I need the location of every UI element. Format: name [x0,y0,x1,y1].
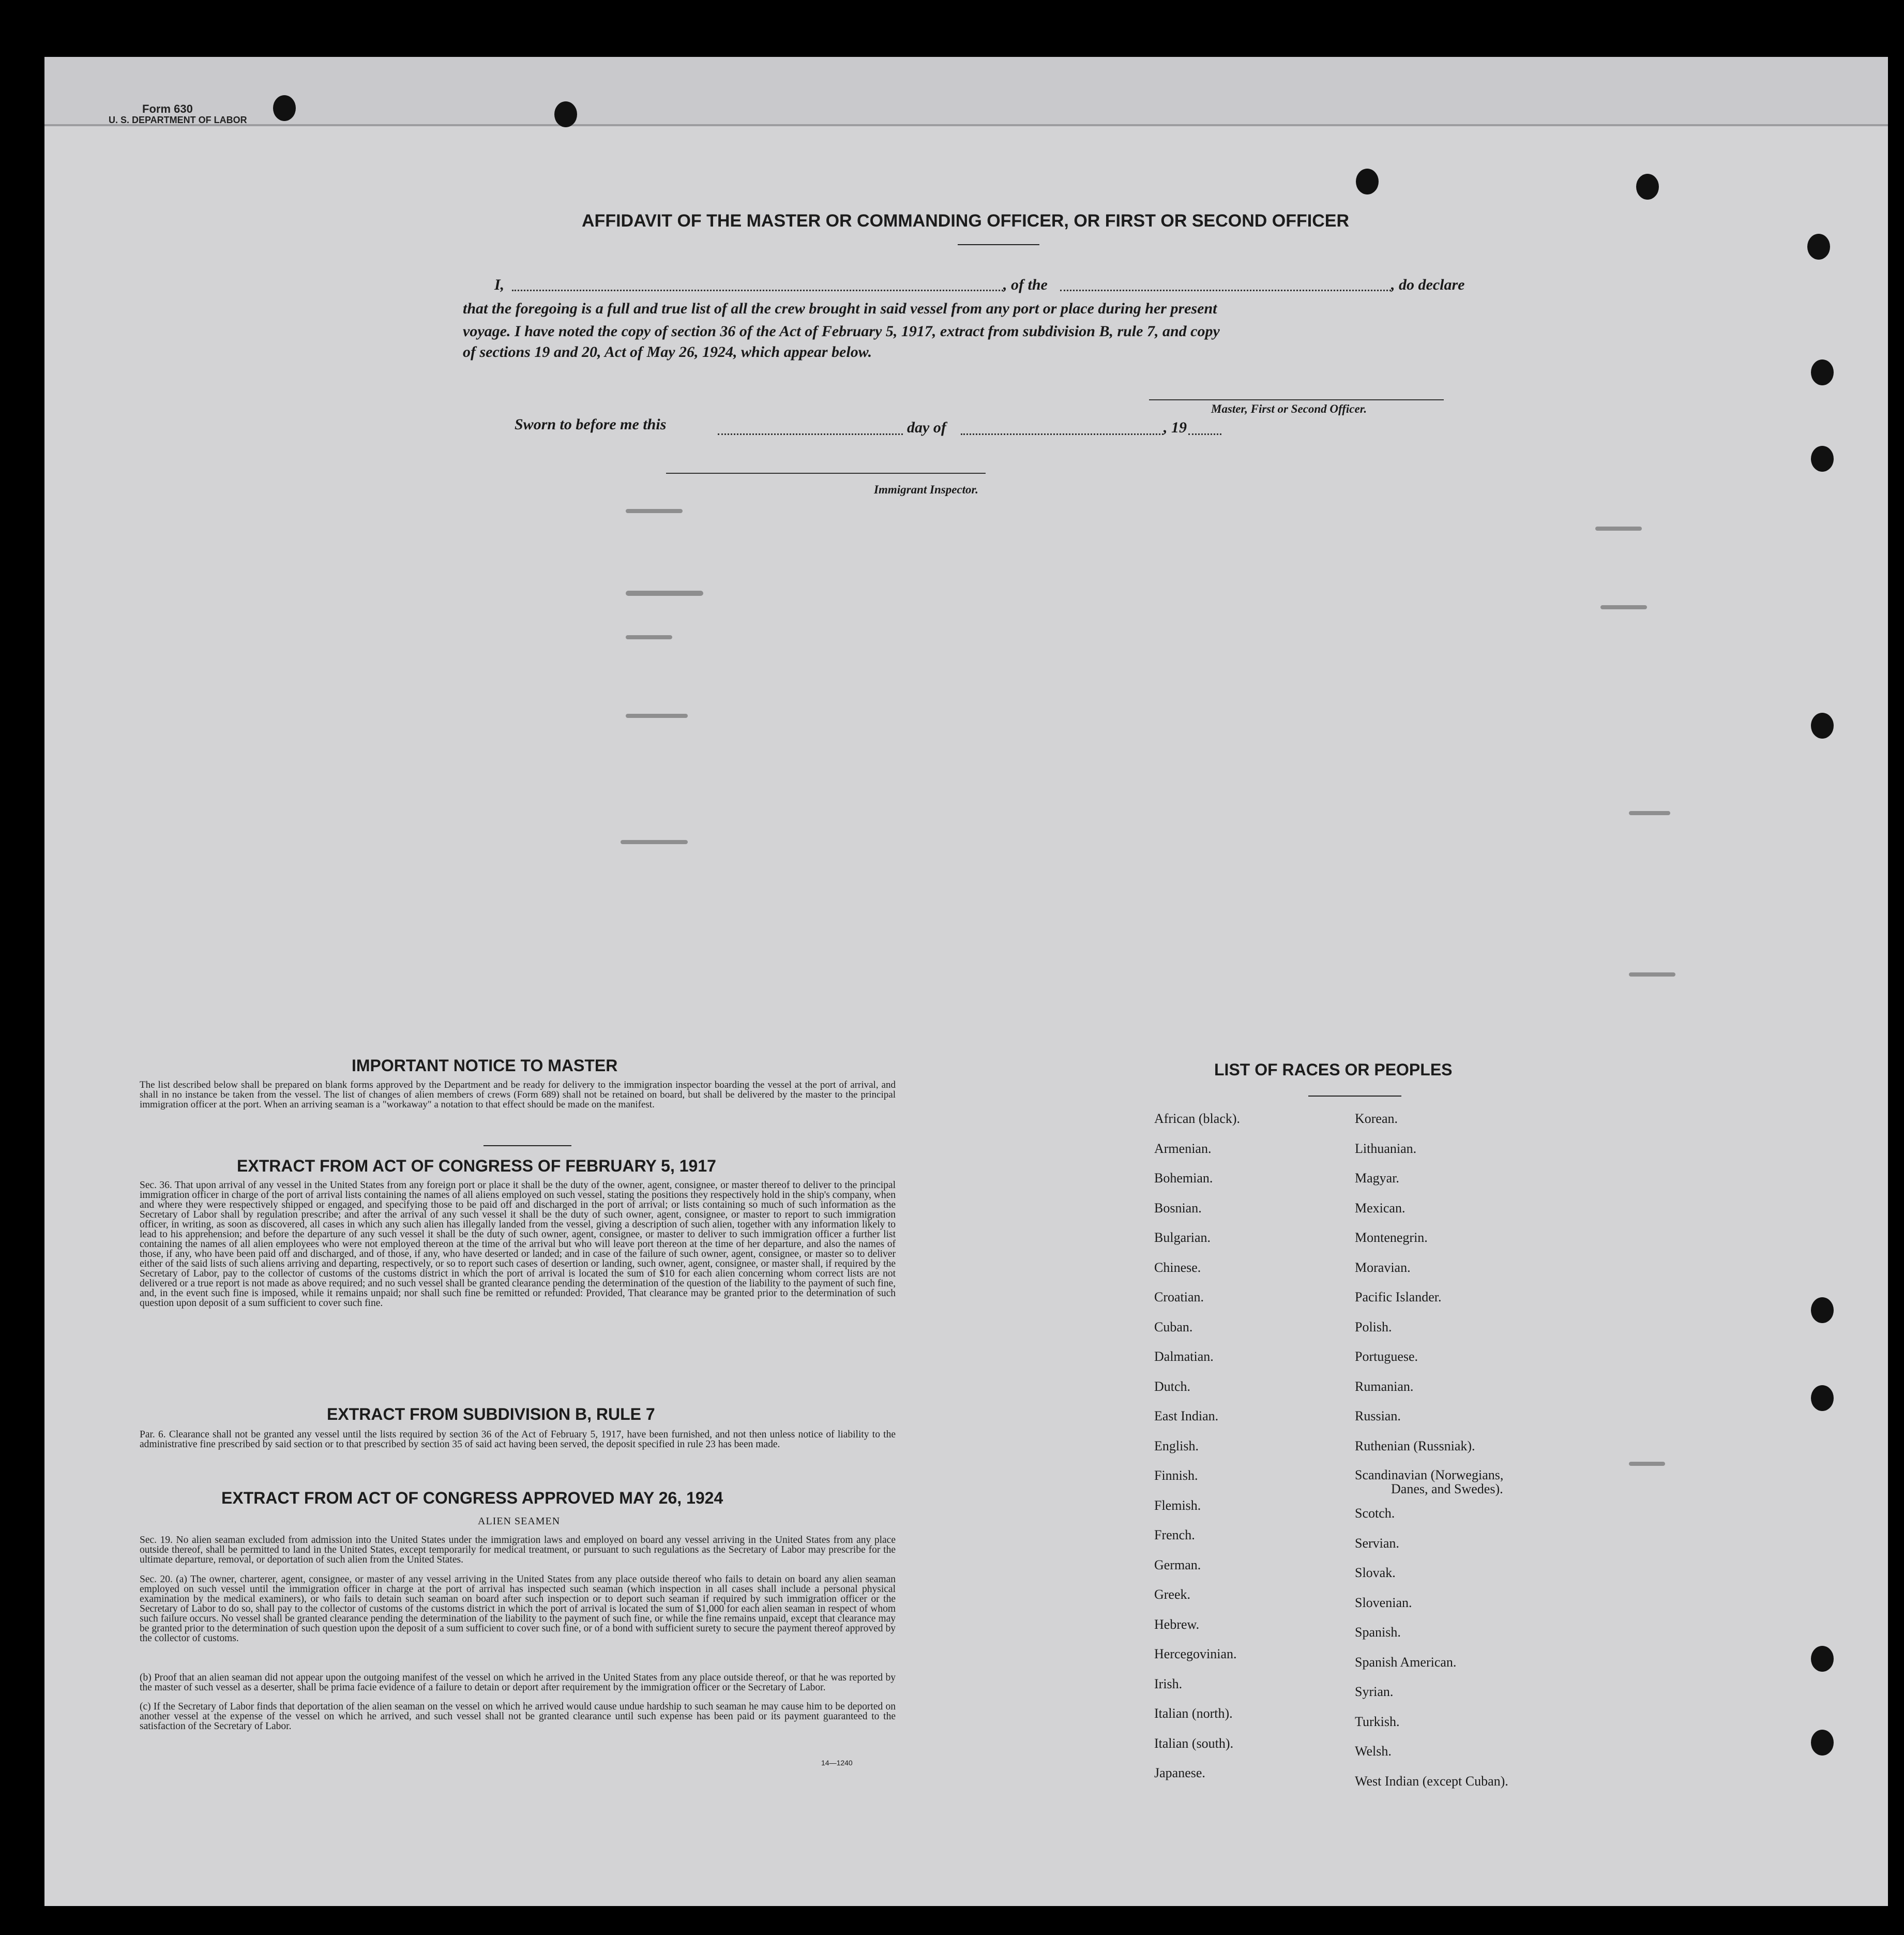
punch-hole [554,101,577,127]
race-item: French. [1154,1527,1195,1542]
officer-label: Master, First or Second Officer. [1211,402,1367,415]
print-code: 14—1240 [821,1759,853,1767]
officer-signature-line [1149,399,1444,400]
race-item: Rumanian. [1355,1378,1414,1394]
race-item: Flemish. [1154,1497,1201,1513]
race-item: Greek. [1154,1587,1191,1602]
race-item: Bohemian. [1154,1171,1213,1186]
sworn-year: , 19 [1163,419,1187,436]
bleed-mark [1595,527,1642,531]
race-item: Slovenian. [1355,1595,1412,1610]
race-item: Scotch. [1355,1506,1395,1521]
race-item: Russian. [1355,1408,1401,1423]
race-item: Moravian. [1355,1259,1411,1275]
department-label: U. S. DEPARTMENT OF LABOR [109,115,247,125]
punch-hole [1811,1297,1834,1323]
notice-rule [483,1145,571,1146]
race-item: Bulgarian. [1154,1230,1211,1245]
race-item: Japanese. [1154,1765,1205,1780]
race-item: Montenegrin. [1355,1230,1428,1245]
race-item: Servian. [1355,1535,1399,1551]
race-item: Irish. [1154,1676,1183,1691]
bleed-mark [626,509,683,513]
race-item: Welsh. [1355,1744,1392,1759]
sworn-year-blank [1188,433,1221,435]
extract-1917-text: Sec. 36. That upon arrival of any vessel in the United States from any foreign port or place it shall be the duty of the owner, agent, consignee, or master thereof to deliver to the principal immigration officer in charge of the port of arrival lists containing the names of all aliens employed on such vessel, stating the positions they respectively hold in the ship's company, when and where they were respectively shipped or engaged, and specifying those to be paid off and discharged in the port of arrival; or lists containing so much of such information as the Secretary of Labor shall by regulation prescribe; and after the arrival of any such vessel it shall be the duty of such owner, agent, consignee, or master to report to such immigration officer, in writing, as soon as discovered, all cases in which any such alien has illegally landed from the vessel, giving a description of such alien, together with any information likely to lead to his apprehension; and before the departure of any such vessel it shall be the duty of such owner, agent, consignee, or master to deliver to such immigration officer a further list containing the names of all alien employees who were not employed thereon at the time of the arrival but who will leave port thereon at the time of her departure, and also the names of those, if any, who have been paid off and discharged, and of those, if any, who have deserted or landed; and in case of the failure of such owner, agent, consignee, or master so to deliver either of the said lists of such aliens arriving and departing, respectively, or so to report such cases of desertion or landing, such owner, agent, consignee, or master shall, if required by the Secretary of Labor, pay to the collector of customs of the customs district in which the port of arrival is located the sum of $10 for each alien concerning whom correct lists are not delivered or a true report is not made as above required; and no such vessel shall be granted clearance pending the determination of the question of the liability to the payment of such fine, and, in the event such fine is imposed, while it remains unpaid; nor shall such fine be remitted or refunded: Provided, That clearance may be granted prior to the determination of such question upon deposit of a sum sufficient to cover such fine. [140,1180,896,1309]
bleed-mark [1629,811,1670,815]
races-left-column [1154,1104,1240,1788]
section-19-text: Sec. 19. No alien seaman excluded from admission into the United States under the immigration laws and employed on board any vessel arriving in the United States from any place outside thereof, shall be permitted to land in the United States, except temporarily for medical treatment, or pursuant to such regulations as the Secretary of Labor may prescribe for the ultimate departure, removal, or deportation of such alien from the United States. [140,1535,896,1565]
race-item: Chinese. [1154,1259,1201,1275]
punch-hole [1811,1385,1834,1411]
race-item: English. [1154,1438,1199,1453]
race-item: Syrian. [1355,1684,1394,1699]
affidavit-of-the: , of the [1003,276,1048,293]
race-item: African (black). [1154,1111,1241,1126]
race-item: Italian (south). [1154,1735,1234,1751]
race-item: Turkish. [1355,1714,1400,1729]
race-item: Dutch. [1154,1378,1191,1394]
punch-hole [1811,359,1834,385]
underlying-form-strip [44,57,1888,126]
section-20b-text: (b) Proof that an alien seaman did not appear upon the outgoing manifest of the vessel on which he arrived in the United States from any place outside thereof, or that he was reported by the master of such vessel as a deserter, shall be prima facie evidence of a failure to detain or deport after requirement by the immigration officer or the Secretary of Labor. [140,1672,896,1693]
affidavit-line3: voyage. I have noted the copy of section 36 of the Act of February 5, 1917, extract from subdivision B, rule 7, and copy [463,323,1220,340]
punch-hole [1636,174,1659,200]
name-blank [512,290,1003,291]
notice-text: The list described below shall be prepared on blank forms approved by the Department and be ready for delivery to the immigration inspector boarding the vessel at the port of arrival, and shall in no instance be taken from the vessel. The list of changes of alien members of crews (Form 689) shall not be retained on board, but shall be delivered by the master to the principal immigration officer at the port. When an arriving seaman is a "workaway" a notation to that effect should be made on the manifest. [140,1079,896,1110]
sworn-day-of: day of [907,419,946,436]
bleed-mark [1600,605,1647,609]
races-right-column [1355,1104,1508,1796]
sworn-day-blank [718,433,903,435]
section-20c-text: (c) If the Secretary of Labor finds that deportation of the alien seaman on the vessel on which he arrived would cause undue hardship to such seaman he may cause him to be deported on another vessel at the expense of the vessel on which he arrived, and such vessel shall not be granted clearance until such expense has been paid or its payment guaranteed to the satisfaction of the Secretary of Labor. [140,1701,896,1732]
punch-hole [1811,1646,1834,1672]
race-item: Slovak. [1355,1565,1396,1580]
sworn-prefix: Sworn to before me this [515,416,667,433]
race-item: Italian (north). [1154,1706,1233,1721]
races-title: LIST OF RACES OR PEOPLES [1214,1060,1453,1079]
race-item: Spanish. [1355,1625,1401,1640]
race-item: Magyar. [1355,1171,1399,1186]
race-item: Pacific Islander. [1355,1289,1442,1304]
bleed-mark [626,591,703,596]
punch-hole [1811,446,1834,472]
race-item: Croatian. [1154,1289,1204,1304]
bleed-mark [626,635,672,639]
bleed-mark [626,714,688,718]
bleed-mark [621,840,688,844]
alien-seamen-subtitle: ALIEN SEAMEN [478,1516,561,1527]
race-item: Scandinavian (Norwegians, [1355,1467,1504,1482]
notice-title: IMPORTANT NOTICE TO MASTER [352,1056,618,1075]
affidavit-i: I, [494,276,505,293]
affidavit-line4: of sections 19 and 20, Act of May 26, 1924, which appear below. [463,343,872,361]
extract-1924-title: EXTRACT FROM ACT OF CONGRESS APPROVED MAY 26, 1924 [221,1489,723,1507]
affidavit-declare: , do declare [1391,276,1465,293]
bleed-mark [1629,1462,1665,1466]
punch-hole [1807,234,1830,260]
extract-1917-title: EXTRACT FROM ACT OF CONGRESS OF FEBRUARY 5, 1917 [237,1157,716,1175]
race-item: German. [1154,1557,1201,1572]
race-item: Hercegovinian. [1154,1646,1237,1661]
sworn-month-blank [961,433,1163,435]
race-item: Armenian. [1154,1141,1212,1156]
extract-rule7-title: EXTRACT FROM SUBDIVISION B, RULE 7 [327,1405,655,1423]
punch-hole [273,95,296,121]
inspector-signature-line [666,473,986,474]
race-item: West Indian (except Cuban). [1355,1773,1508,1789]
bleed-mark [1629,972,1675,977]
race-item: Korean. [1355,1111,1398,1126]
inspector-label: Immigrant Inspector. [874,483,978,496]
race-item: Portuguese. [1355,1349,1418,1364]
race-item: Lithuanian. [1355,1141,1417,1156]
extract-rule7-text: Par. 6. Clearance shall not be granted any vessel until the lists required by section 36 of the Act of February 5, 1917, have been furnished, and not then unless notice of liability to the administrative fine prescribed by said section or to that prescribed by section 35 of said act having been served, the deposit specified in rule 23 has been made. [140,1429,896,1450]
punch-hole [1356,169,1379,194]
punch-hole [1811,1730,1834,1756]
section-20a-text: Sec. 20. (a) The owner, charterer, agent, consignee, or master of any vessel arriving in the United States from any place outside thereof who fails to detain on board any alien seaman employed on such vessel until the immigration officer in charge at the port of arrival has inspected such seaman (which inspection in all cases shall include a personal physical examination by the medical examiners), or who fails to detain such seaman on board after such inspection or to deport such seaman if required by such immigration officer or the Secretary of Labor to do so, shall pay to the collector of customs of the customs district in which the port of arrival is located the sum of $1,000 for each alien seaman in respect of whom such failure occurs. No vessel shall be granted clearance pending the determination of the liability to the payment of such fine, or while the fine remains unpaid, except that clearance may be granted prior to the determination of such question upon the deposit of a sum sufficient to cover such fine, or of a bond with sufficient surety to secure the payment thereof approved by the collector of customs. [140,1574,896,1644]
race-item: Mexican. [1355,1200,1406,1216]
vessel-blank [1060,290,1391,291]
race-item: Finnish. [1154,1468,1198,1483]
race-item: Spanish American. [1355,1654,1457,1670]
affidavit-title: AFFIDAVIT OF THE MASTER OR COMMANDING OFFICER, OR FIRST OR SECOND OFFICER [582,211,1349,231]
race-item: Danes, and Swedes). [1391,1481,1503,1496]
race-item: Cuban. [1154,1319,1193,1334]
form-number: Form 630 [142,102,193,115]
race-item: Ruthenian (Russniak). [1355,1438,1475,1453]
race-item: Dalmatian. [1154,1349,1214,1364]
race-item: Polish. [1355,1319,1392,1334]
race-item: Hebrew. [1154,1616,1200,1632]
race-item: East Indian. [1154,1408,1219,1423]
affidavit-line2: that the foregoing is a full and true list of all the crew brought in said vessel from any port or place during her present [463,300,1217,317]
races-rule [1308,1096,1401,1097]
race-item: Bosnian. [1154,1200,1202,1216]
punch-hole [1811,713,1834,739]
title-rule [958,244,1039,245]
